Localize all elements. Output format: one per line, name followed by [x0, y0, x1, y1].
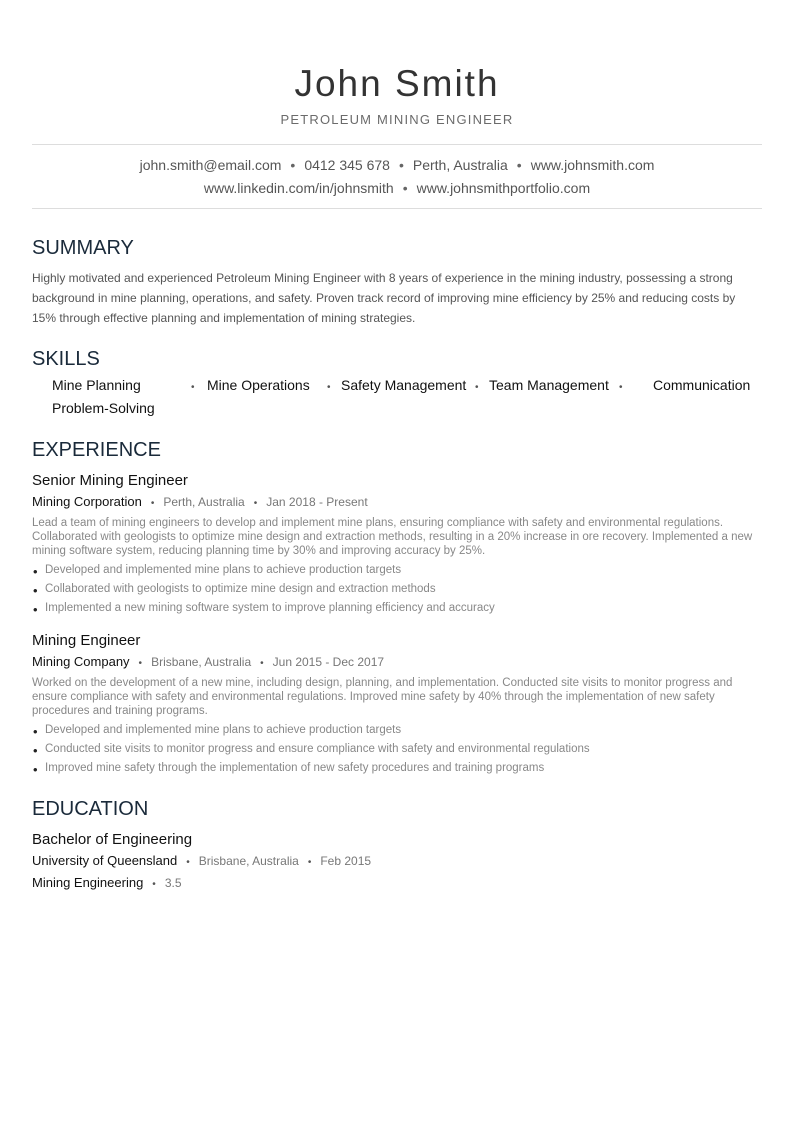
contact-email[interactable]: john.smith@email.com	[139, 157, 282, 173]
bullet-dot: •	[33, 762, 38, 777]
bullet-text: Implemented a new mining software system to improve planning efficiency and accuracy	[45, 602, 495, 614]
contact-separator: •	[290, 157, 296, 173]
skill-item	[489, 375, 619, 398]
skill-separator	[475, 375, 489, 398]
meta-separator: •	[152, 879, 156, 890]
graduation-date: Feb 2015	[320, 854, 372, 868]
bullet-dot: •	[33, 583, 38, 598]
education-meta	[32, 851, 762, 873]
education-heading: EDUCATION	[32, 798, 149, 820]
list-item	[32, 721, 762, 740]
job-location: Brisbane, Australia	[151, 655, 252, 669]
list-item	[32, 580, 762, 599]
contact-linkedin[interactable]: www.linkedin.com/in/johnsmith	[203, 180, 394, 196]
education-major-line	[32, 873, 762, 895]
experience-section	[32, 438, 762, 778]
job-location: Perth, Australia	[163, 495, 245, 509]
skill-label: Safety Management	[341, 377, 467, 393]
resume-page	[32, 0, 762, 895]
bullet-dot: •	[475, 382, 479, 393]
meta-separator: •	[186, 857, 190, 868]
education-section	[32, 797, 762, 895]
job-company: Mining Company	[32, 654, 130, 669]
job-description: Worked on the development of a new mine, including design, planning, and implementation. Conducted site visits to monitor progress and ensure compliance with safety and environmental regulations. Improved mine safety by 40% through the implementation of new safety procedures and training programs.	[32, 677, 733, 717]
contact-phone: 0412 345 678	[304, 157, 390, 173]
resume-header	[32, 0, 762, 209]
gpa-value: 3.5	[164, 876, 182, 890]
skill-label: Mine Planning	[52, 377, 141, 393]
list-item	[32, 561, 762, 580]
experience-heading: EXPERIENCE	[32, 439, 161, 461]
contact-separator: •	[402, 180, 408, 196]
skill-item	[653, 375, 753, 398]
list-item	[32, 759, 762, 778]
meta-separator: •	[138, 658, 143, 669]
skill-item	[341, 375, 475, 398]
bullet-dot: •	[33, 602, 38, 617]
skills-list	[32, 375, 762, 418]
candidate-title: PETROLEUM MINING ENGINEER	[280, 112, 514, 127]
contact-separator: •	[516, 157, 522, 173]
contact-portfolio[interactable]: www.johnsmithportfolio.com	[416, 180, 591, 196]
skill-label: Mine Operations	[207, 377, 310, 393]
meta-separator: •	[150, 498, 155, 509]
major-name: Mining Engineering	[32, 875, 144, 890]
job-company: Mining Corporation	[32, 494, 142, 509]
skill-item	[52, 398, 252, 418]
job-title: Senior Mining Engineer	[32, 472, 188, 489]
summary-section	[32, 236, 762, 328]
contact-separator: •	[398, 157, 404, 173]
bullet-text: Conducted site visits to monitor progress and ensure compliance with safety and environmental regulations	[45, 743, 590, 755]
job-meta	[32, 492, 762, 514]
education-entry	[32, 829, 762, 895]
school-name: University of Queensland	[32, 853, 178, 868]
skills-section	[32, 347, 762, 418]
bullet-text: Developed and implemented mine plans to achieve production targets	[45, 724, 402, 736]
summary-text: Highly motivated and experienced Petroleum Mining Engineer with 8 years of experience in the mining industry, possessing a strong background in mine planning, operations, and safety. Proven track record of improving mine efficiency by 25% and reducing costs by 15% through effective planning and implementation of mining strategies.	[32, 271, 736, 325]
bullet-text: Collaborated with geologists to optimize mine design and extraction methods	[45, 583, 436, 595]
contact-website[interactable]: www.johnsmith.com	[530, 157, 655, 173]
meta-separator: •	[253, 498, 258, 509]
job-dates: Jun 2015 - Dec 2017	[272, 655, 385, 669]
list-item	[32, 599, 762, 618]
skill-separator	[191, 375, 207, 398]
bullet-dot: •	[33, 743, 38, 758]
meta-separator: •	[260, 658, 264, 669]
degree-title: Bachelor of Engineering	[32, 831, 193, 848]
meta-separator: •	[307, 857, 312, 868]
skill-label: Problem-Solving	[52, 400, 155, 416]
skill-label: Team Management	[489, 377, 609, 393]
skill-item	[52, 375, 191, 398]
job-bullets	[32, 721, 762, 778]
bullet-text: Improved mine safety through the implementation of new safety procedures and training programs	[45, 762, 545, 774]
job-description: Lead a team of mining engineers to develop and implement mine plans, ensuring compliance with safety and environmental regulations. Collaborated with geologists to optimize mine design and extraction methods, resulting in a 20% increase in ore recovery. Implemented a new mining software system, reducing planning time by 30% and improving accuracy by 25%.	[32, 517, 753, 557]
job-dates: Jan 2018 - Present	[266, 495, 368, 509]
job-entry	[32, 630, 762, 778]
skill-separator	[327, 375, 341, 398]
job-meta	[32, 652, 762, 674]
skill-item	[207, 375, 327, 398]
job-bullets	[32, 561, 762, 618]
contact-line-1	[32, 154, 762, 177]
contact-location: Perth, Australia	[412, 157, 508, 173]
skill-label: Communication	[653, 377, 751, 393]
bullet-dot: •	[619, 382, 623, 393]
bullet-dot: •	[33, 724, 38, 739]
contact-line-2	[32, 177, 762, 200]
contact-info	[32, 144, 762, 209]
job-entry	[32, 470, 762, 618]
skills-heading: SKILLS	[32, 348, 100, 370]
candidate-name: John Smith	[294, 63, 500, 104]
summary-heading: SUMMARY	[32, 237, 134, 259]
bullet-text: Developed and implemented mine plans to achieve production targets	[45, 564, 402, 576]
list-item	[32, 740, 762, 759]
bullet-dot: •	[327, 382, 331, 393]
bullet-dot: •	[191, 382, 195, 393]
school-location: Brisbane, Australia	[198, 854, 299, 868]
skill-separator	[619, 375, 653, 398]
job-title: Mining Engineer	[32, 632, 141, 649]
bullet-dot: •	[33, 564, 38, 579]
